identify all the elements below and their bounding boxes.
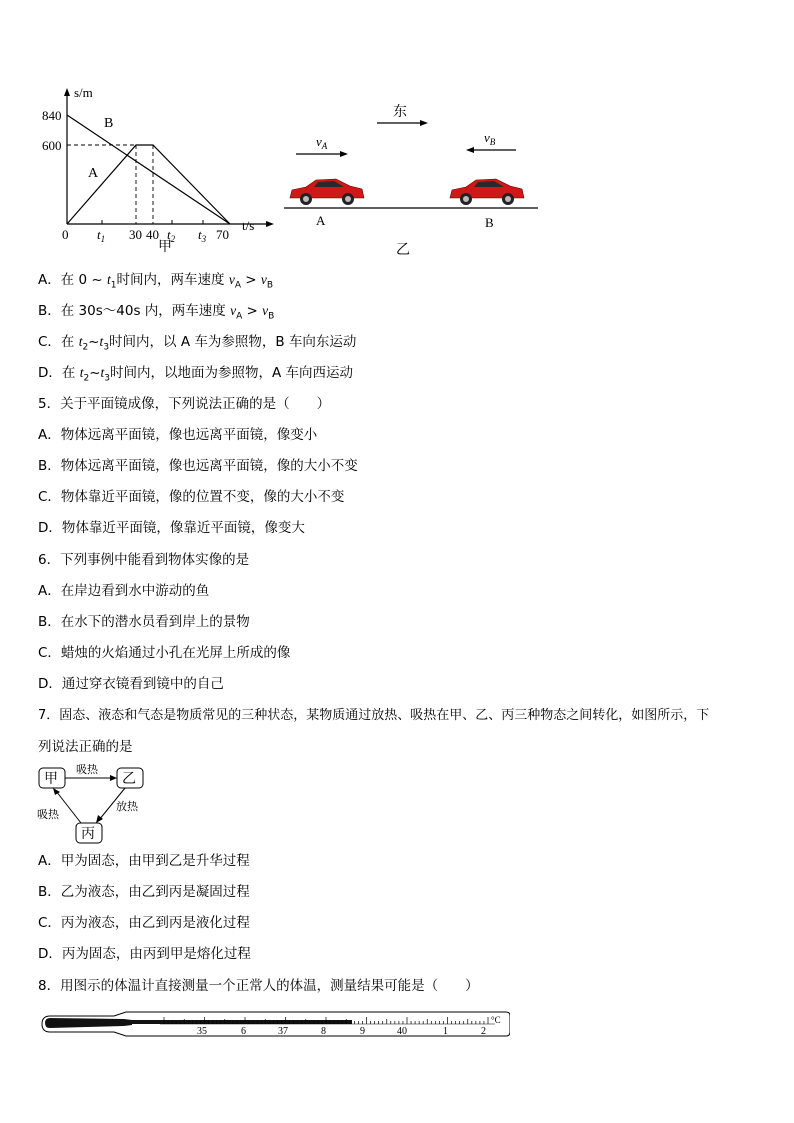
q5-stem: 5．关于平面镜成像，下列说法正确的是（ ） xyxy=(38,396,331,412)
x-tick-t1: $t_1$ xyxy=(97,227,106,244)
q4-option-d: D．在 $t_2\sim t_3$时间内，以地面为参照物，A 车向西运动 xyxy=(38,365,354,384)
state-jia: 甲 xyxy=(44,772,58,787)
unit-celsius: °C xyxy=(491,1015,501,1025)
q7-option-b: B．乙为液态，由乙到丙是凝固过程 xyxy=(38,884,250,900)
cars-figure xyxy=(280,94,550,264)
q6-option-a: A．在岸边看到水中游动的鱼 xyxy=(38,583,210,599)
car-b-icon xyxy=(450,179,524,205)
state-yi: 乙 xyxy=(122,772,136,787)
x-axis-label: t/s xyxy=(242,218,255,233)
q7-stem-line2: 列说法正确的是 xyxy=(38,739,133,755)
y-axis-label: s/m xyxy=(74,85,93,100)
arrow-east-icon xyxy=(420,120,428,126)
scale-38: 8 xyxy=(321,1026,326,1037)
series-label-b: B xyxy=(104,116,114,131)
y-tick-840: 840 xyxy=(42,108,62,123)
q5-option-c: C．物体靠近平面镜，像的位置不变，像的大小不变 xyxy=(38,489,345,505)
car-a-label: A xyxy=(316,213,326,228)
thermometer-figure xyxy=(40,1010,510,1038)
scale-40: 40 xyxy=(397,1026,407,1037)
st-graph xyxy=(38,84,308,254)
x-tick-30: 30 xyxy=(129,227,142,242)
x-tick-t2: $t_2$ xyxy=(167,227,176,244)
q6-option-b: B．在水下的潜水员看到岸上的景物 xyxy=(38,614,250,630)
line-a xyxy=(67,145,230,224)
scale-42: 2 xyxy=(481,1026,486,1037)
label-bing-jia: 吸热 xyxy=(37,809,59,821)
label-jia-yi: 吸热 xyxy=(76,764,98,776)
x-tick-70: 70 xyxy=(216,227,229,242)
series-label-a: A xyxy=(88,166,99,181)
scale-41: 1 xyxy=(443,1026,448,1037)
arrow-va-icon xyxy=(340,151,348,157)
scale-36: 6 xyxy=(241,1026,246,1037)
q5-option-a: A．物体远离平面镜，像也远离平面镜，像变小 xyxy=(38,427,318,443)
q6-option-d: D．通过穿衣镜看到镜中的自己 xyxy=(38,676,224,692)
scale-37: 37 xyxy=(278,1026,288,1037)
y-tick-600: 600 xyxy=(42,138,62,153)
q4-option-a: A．在 0 ~ $t_1$时间内，两车速度 $v_A > v_B$ xyxy=(38,272,274,291)
q7-stem-line1: 7．固态、液态和气态是物质常见的三种状态，某物质通过放热、吸热在甲、乙、丙三种物态之间转化，如图所示，下 xyxy=(38,708,710,723)
q5-option-b: B．物体远离平面镜，像也远离平面镜，像的大小不变 xyxy=(38,458,358,474)
q7-option-a: A．甲为固态，由甲到乙是升华过程 xyxy=(38,853,250,869)
label-yi-bing: 放热 xyxy=(116,801,138,813)
q4-option-b: B．在 30s～40s 内，两车速度 $v_A > v_B$ xyxy=(38,303,275,322)
figure-caption-yi: 乙 xyxy=(396,243,410,258)
vb-label: $v_B$ xyxy=(484,130,496,147)
q7-option-c: C．丙为液态，由乙到丙是液化过程 xyxy=(38,915,250,931)
arrow-vb-icon xyxy=(466,147,474,153)
state-bing: 丙 xyxy=(81,827,95,842)
car-b-label: B xyxy=(485,215,494,230)
x-tick-t3: $t_3$ xyxy=(198,227,207,244)
car-a-icon xyxy=(290,179,364,205)
q4-option-c: C．在 $t_2\sim t_3$时间内，以 A 车为参照物，B 车向东运动 xyxy=(38,334,357,353)
figure-caption-jia: 甲 xyxy=(158,240,172,254)
q7-option-d: D．丙为固态，由丙到甲是熔化过程 xyxy=(38,946,251,962)
scale-39: 9 xyxy=(360,1026,365,1037)
state-diagram xyxy=(36,764,166,846)
q6-stem: 6．下列事例中能看到物体实像的是 xyxy=(38,552,250,568)
q5-option-d: D．物体靠近平面镜，像靠近平面镜，像变大 xyxy=(38,520,305,536)
x-tick-0: 0 xyxy=(62,227,69,242)
direction-label: 东 xyxy=(393,105,407,120)
x-tick-40: 40 xyxy=(146,227,159,242)
q8-stem: 8．用图示的体温计直接测量一个正常人的体温，测量结果可能是（ ） xyxy=(38,978,479,994)
scale-35: 35 xyxy=(197,1026,207,1037)
va-label: $v_A$ xyxy=(316,134,328,151)
q6-option-c: C．蜡烛的火焰通过小孔在光屏上所成的像 xyxy=(38,645,291,661)
